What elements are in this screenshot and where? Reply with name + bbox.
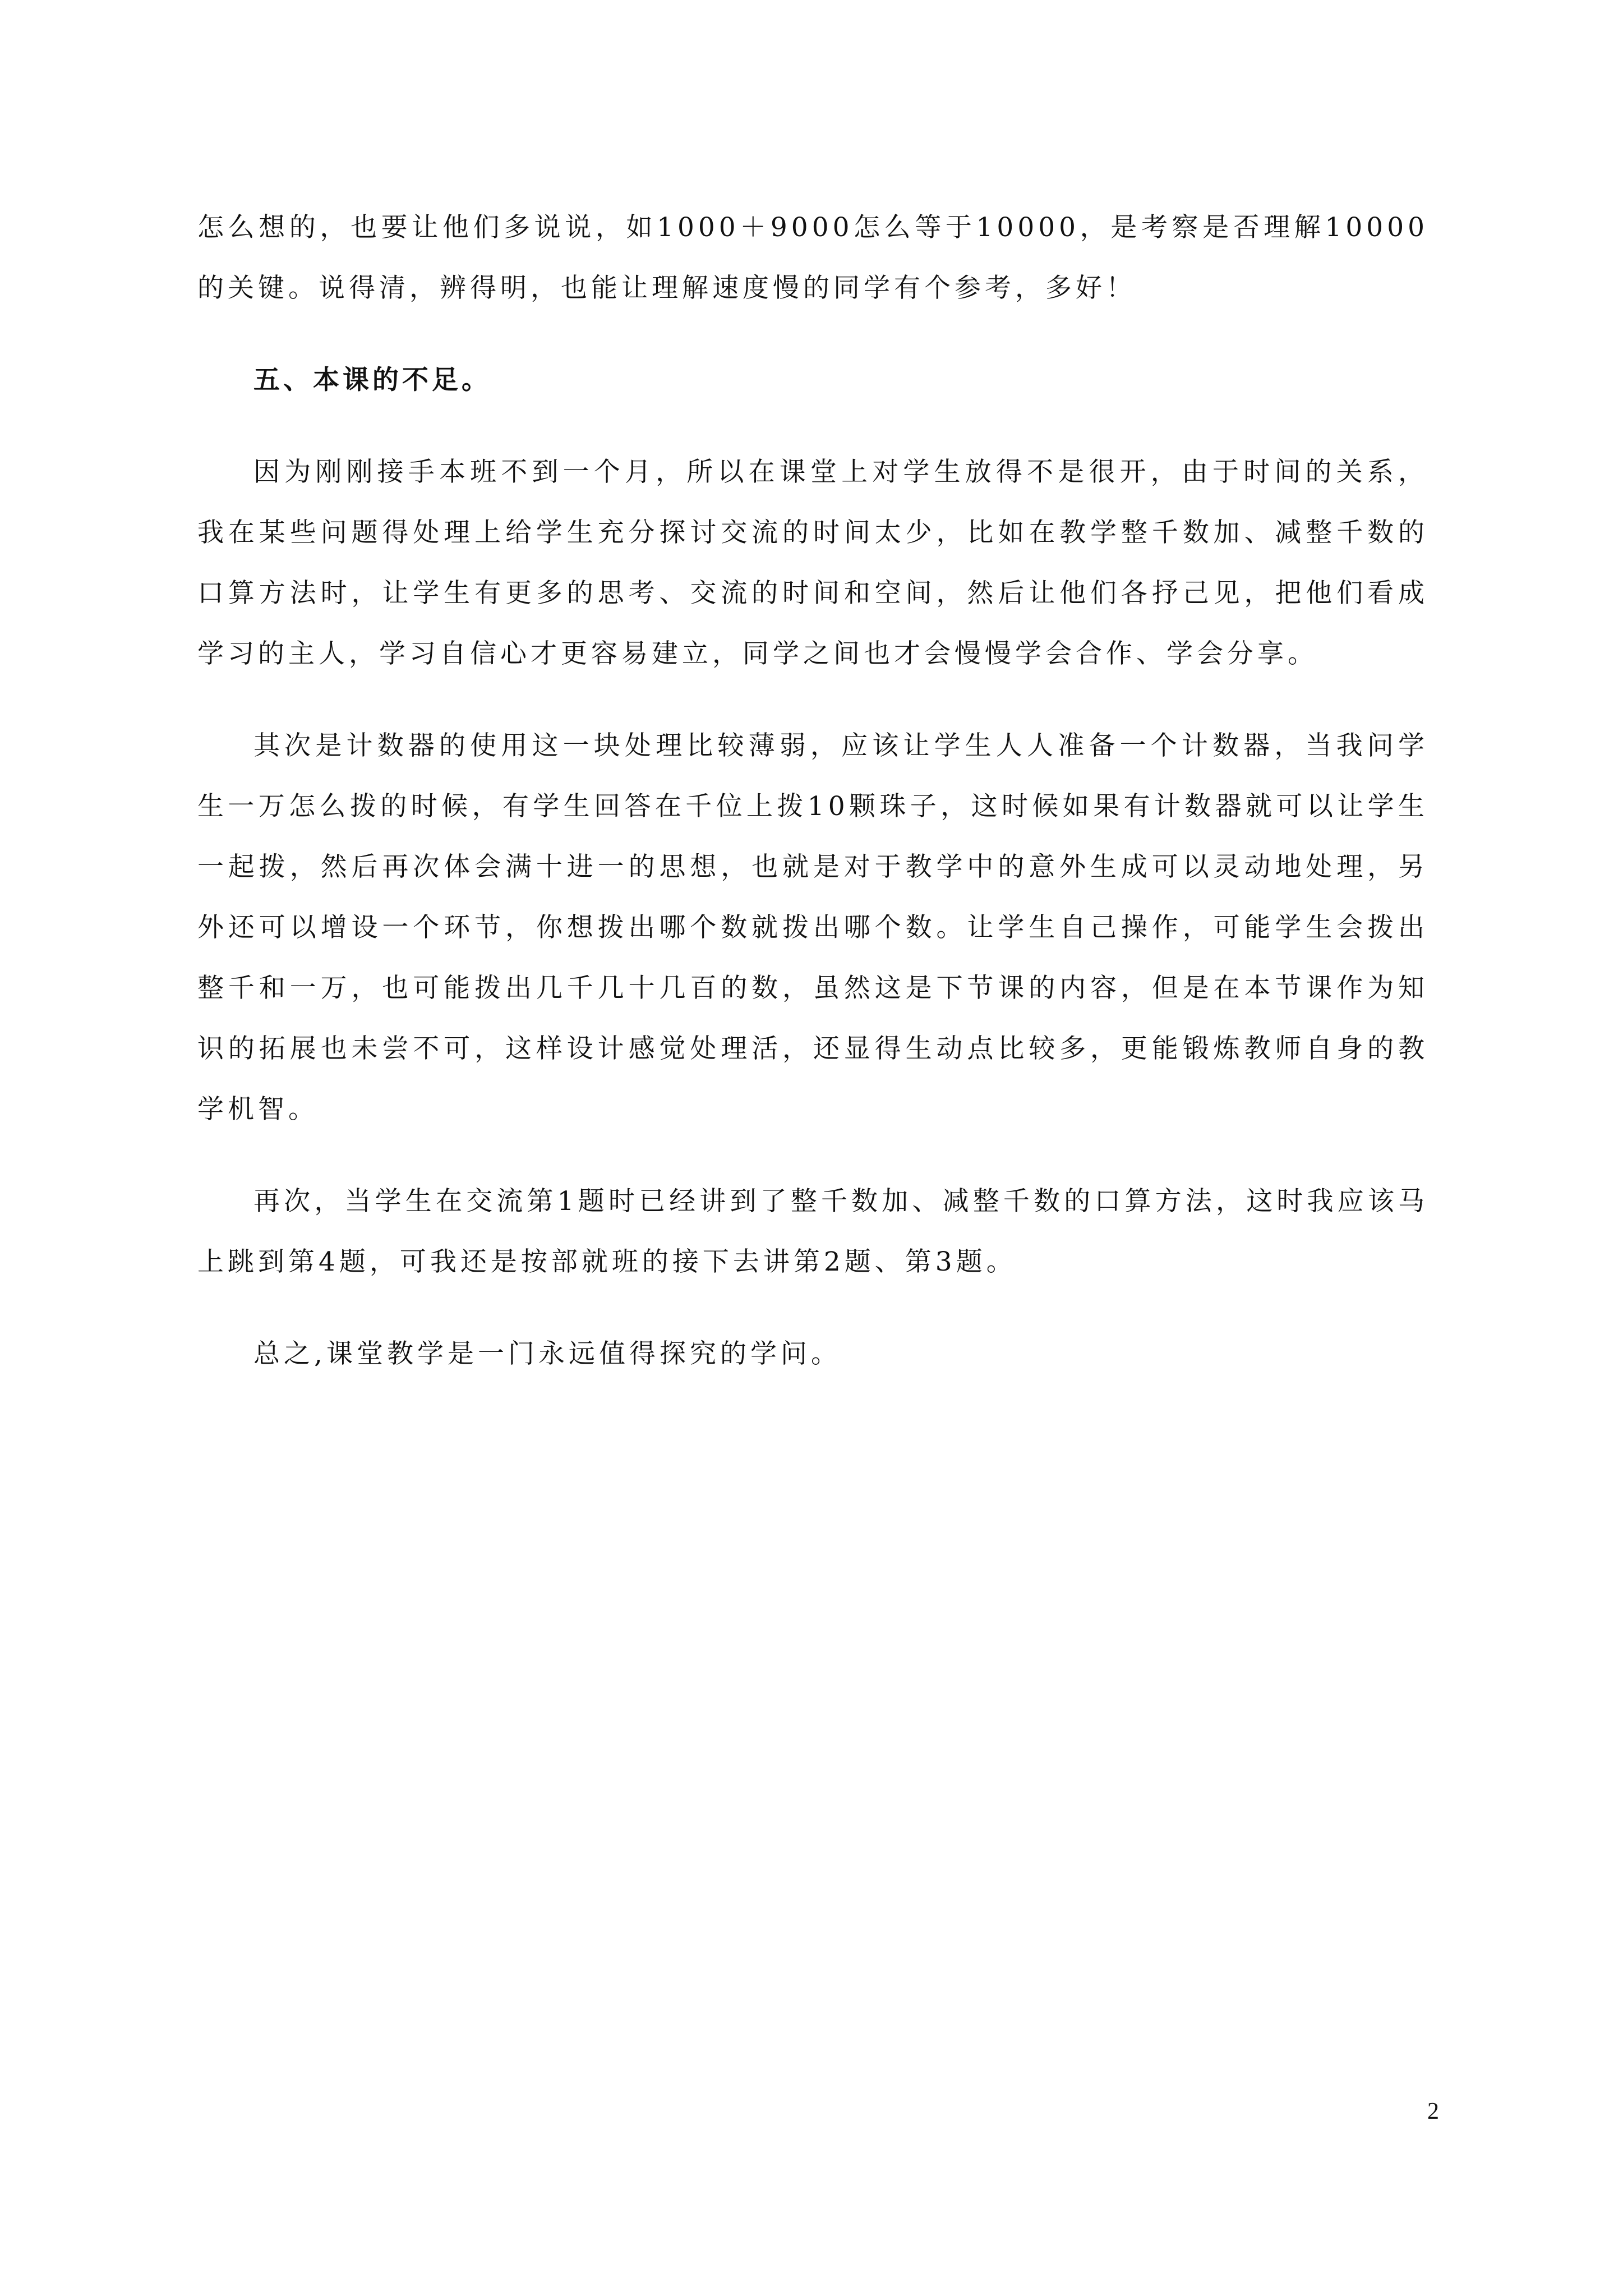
document-body xyxy=(197,197,1428,1416)
page-number: 2 xyxy=(1427,2099,1439,2124)
paragraph-3: 再次，当学生在交流第1题时已经讲到了整千数加、减整千数的口算方法，这时我应该马上跳到第4题，可我还是按部就班的接下去讲第2题、第3题。 xyxy=(197,1186,1428,1277)
paragraph-1: 因为刚刚接手本班不到一个月，所以在课堂上对学生放得不是很开，由于时间的关系，我在某些问题得处理上给学生充分探讨交流的时间太少，比如在教学整千数加、减整千数的口算方法时，让学生有更多的思考、交流的时间和空间，然后让他们各抒己见，把他们看成学习的主人，学习自信心才更容易建立，同学之间也才会慢慢学会合作、学会分享。 xyxy=(197,457,1428,669)
section-heading: 五、本课的不足。 xyxy=(253,365,491,395)
paragraph-4: 总之,课堂教学是一门永远值得探究的学问。 xyxy=(253,1338,841,1369)
paragraph-2: 其次是计数器的使用这一块处理比较薄弱，应该让学生人人准备一个计数器，当我问学生一万怎么拨的时候，有学生回答在千位上拨10颗珠子，这时候如果有计数器就可以让学生一起拨，然后再次体会满十进一的思想，也就是对于教学中的意外生成可以灵动地处理，另外还可以增设一个环节，你想拨出哪个数就拨出哪个数。让学生自己操作，可能学生会拨出整千和一万，也可能拨出几千几十几百的数，虽然这是下节课的内容，但是在本节课作为知识的拓展也未尝不可，这样设计感觉处理活，还显得生动点比较多，更能锻炼教师自身的教学机智。 xyxy=(197,730,1428,1125)
continuation-paragraph: 怎么想的，也要让他们多说说，如1000＋9000怎么等于10000，是考察是否理解10000的关键。说得清，辨得明，也能让理解速度慢的同学有个参考，多好！ xyxy=(197,212,1428,303)
